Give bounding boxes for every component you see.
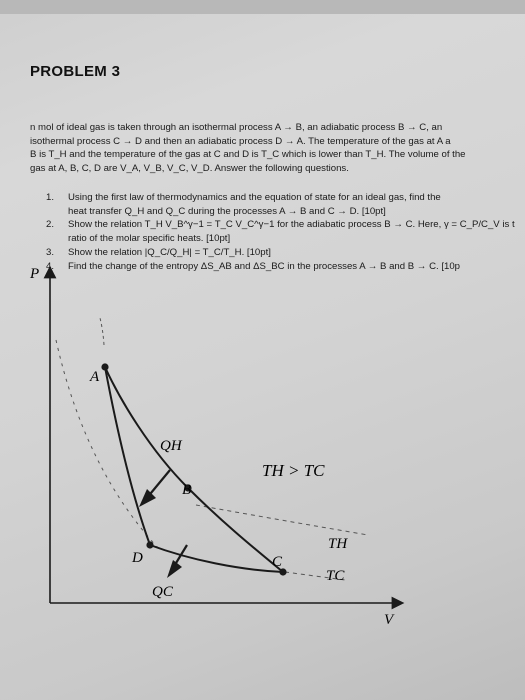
v-axis-label: V — [384, 612, 394, 628]
point-b-label: B — [182, 482, 192, 498]
question-text: Show the relation T_H V_B^γ−1 = T_C V_C^γ−1 for the adiabatic process B → C. Here, γ = C_P/C_V is t — [68, 219, 515, 231]
qh-label: QH — [160, 438, 182, 454]
isotherm-c-d — [150, 545, 283, 572]
question-text: Show the relation |Q_C/Q_H| = T_C/T_H. [10pt] — [68, 246, 271, 258]
point-a-dot — [101, 363, 108, 370]
question-number: 2. — [46, 219, 55, 231]
intro-line: isothermal process C → D and then an adiabatic process D → A. The temperature of the gas at A a — [30, 135, 451, 147]
intro-line: gas at A, B, C, D are V_A, V_B, V_C, V_D. Answer the following questions. — [30, 163, 349, 175]
qc-label: QC — [152, 584, 173, 600]
point-c-label: C — [272, 554, 283, 570]
point-d-label: D — [132, 550, 143, 566]
point-a-label: A — [90, 369, 100, 385]
qc-arrow-icon — [167, 560, 182, 578]
question-text: Using the first law of thermodynamics and the equation of state for an ideal gas, find the — [68, 192, 441, 203]
question-text: ratio of the molar specific heats. [10pt] — [68, 233, 231, 245]
dashed-guide-top — [100, 318, 104, 345]
question-text: heat transfer Q_H and Q_C during the processes A → B and C → D. [10pt] — [68, 205, 386, 217]
question-number: 1. — [46, 192, 55, 203]
adiabat-d-a — [105, 367, 150, 545]
question-number: 4. — [46, 260, 55, 272]
temperature-relation: TH > TC — [262, 461, 325, 480]
point-d-dot — [146, 541, 153, 548]
problem-title: PROBLEM 3 — [30, 63, 121, 80]
question-text: Find the change of the entropy ΔS_AB and ΔS_BC in the processes A → B and B → C. [10p — [68, 260, 460, 272]
intro-line: B is T_H and the temperature of the gas at C and D is T_C which is lower than T_H. The volume of the — [30, 149, 466, 161]
isotherm-hot-label: TH — [328, 536, 348, 552]
intro-line: n mol of ideal gas is taken through an isothermal process A → B, an adiabatic process B → C, an — [30, 122, 443, 133]
isotherm-cold-label: TC — [326, 568, 345, 584]
question-number: 3. — [46, 246, 55, 258]
adiabat-b-c — [188, 488, 283, 572]
p-axis-label: P — [30, 266, 40, 282]
